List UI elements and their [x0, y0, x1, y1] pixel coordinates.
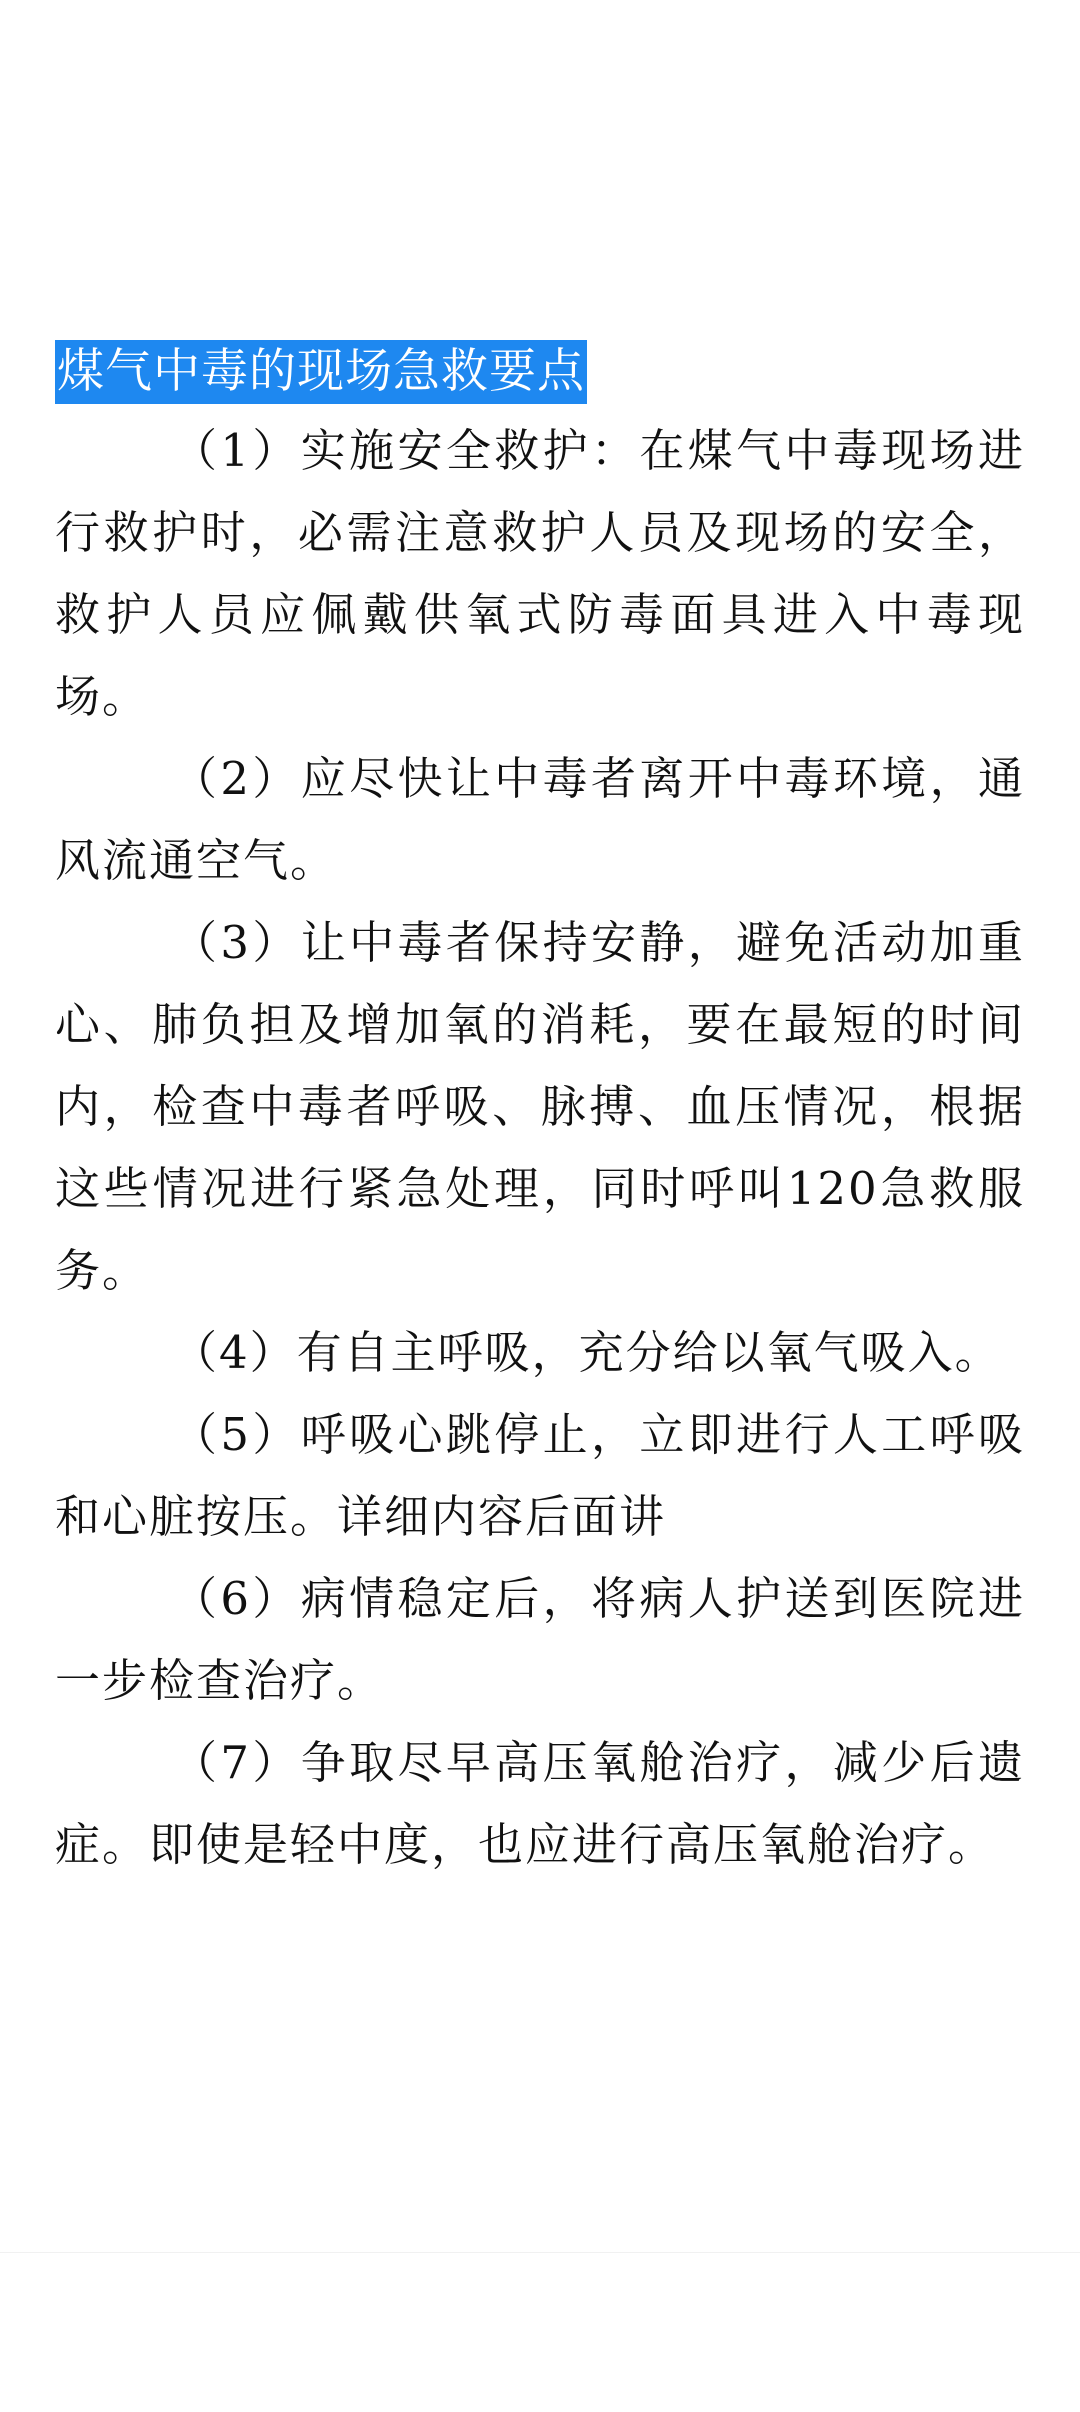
- paragraph-5: （5）呼吸心跳停止，立即进行人工呼吸和心脏按压。详细内容后面讲: [55, 1408, 1025, 1543]
- paragraph-4: （4）有自主呼吸，充分给以氧气吸入。: [172, 1326, 1002, 1379]
- document-title-highlighted[interactable]: 煤气中毒的现场急救要点: [55, 340, 587, 404]
- paragraph-1: （1）实施安全救护：在煤气中毒现场进行救护时，必需注意救护人员及现场的安全，救护人员应佩戴供氧式防毒面具进入中毒现场。: [55, 424, 1025, 723]
- paragraph-6: （6）病情稳定后，将病人护送到医院进一步检查治疗。: [55, 1572, 1025, 1707]
- paragraph-7: （7）争取尽早高压氧舱治疗，减少后遗症。即使是轻中度，也应进行高压氧舱治疗。: [55, 1736, 1025, 1871]
- bottom-divider: [0, 2252, 1080, 2253]
- paragraph-2: （2）应尽快让中毒者离开中毒环境，通风流通空气。: [55, 752, 1025, 887]
- document-body: [55, 340, 1025, 1886]
- paragraph-3: （3）让中毒者保持安静，避免活动加重心、肺负担及增加氧的消耗，要在最短的时间内，检查中毒者呼吸、脉搏、血压情况，根据这些情况进行紧急处理，同时呼叫120急救服务。: [55, 916, 1025, 1297]
